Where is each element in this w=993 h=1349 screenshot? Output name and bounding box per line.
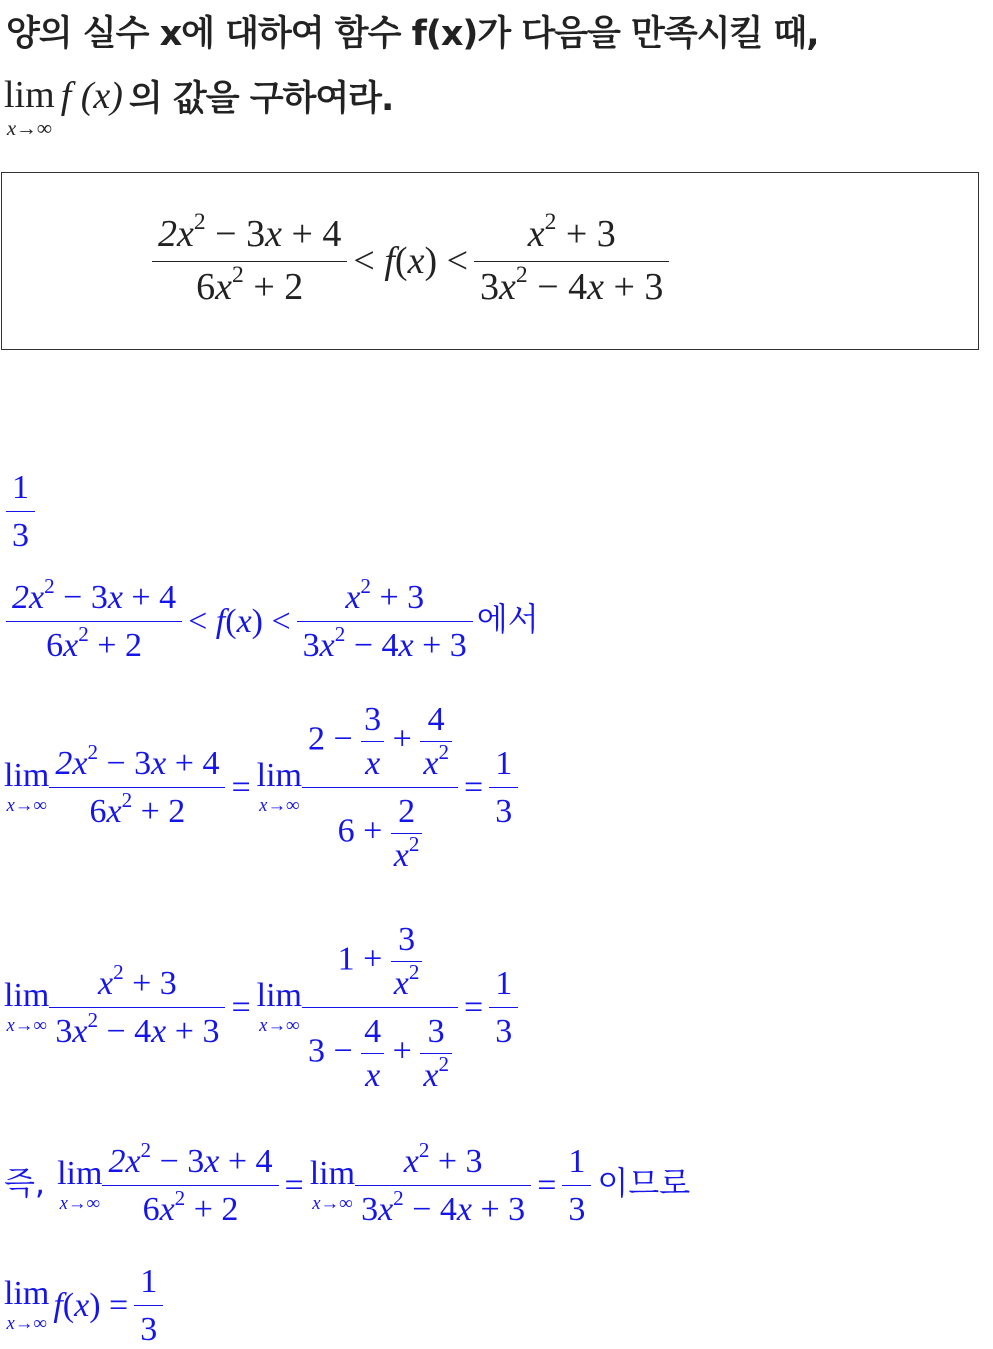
problem-line-1-text: 양의 실수 x에 대하여 함수 f(x)가 다음을 만족시킬 때, <box>6 14 819 54</box>
step-4-prefix: 즉, <box>4 1163 46 1202</box>
boxed-left-fraction: $\frac{2x^2 - 3x + 4}{6x^2 + 2}$ <box>152 213 347 309</box>
step-4-suffix: 이므로 <box>597 1163 691 1202</box>
solution-step-4: 즉, lim x→∞ $\frac{2x^2 - 3x + 4}{6x^2 + 2}$ = lim x→∞ $\frac{x^2 + 3}{3x^2 - 4x + 3}$ = $\frac{1}{3}$ 이므로 <box>4 1137 691 1229</box>
problem-line-2-text: 의 값을 구하여라. <box>128 79 394 120</box>
problem-line-1 <box>6 6 819 56</box>
solution-step-2: lim x→∞ $\frac{2x^2 - 3x + 4}{6x^2 + 2}$ = lim x→∞ 2 − $\frac{3}{x}$ + $\frac{4}{x^2}$ 6 + $\frac{2}{x^2}$ = $\frac{1}{3}$ <box>4 700 518 875</box>
boxed-right-fraction: $\frac{x^2 + 3}{3x^2 - 4x + 3}$ <box>474 213 669 309</box>
problem-line-2 <box>4 76 393 139</box>
step-1-suffix: 에서 <box>476 599 539 638</box>
solution-step-3: lim x→∞ $\frac{x^2 + 3}{3x^2 - 4x + 3}$ = lim x→∞ 1 + $\frac{3}{x^2}$ 3 − $\frac{4}{x}$ + $\frac{3}{x^2}$ = $\frac{1}{3}$ <box>4 920 518 1095</box>
condition-box <box>1 172 979 350</box>
boxed-inequality: $\frac{2x^2 - 3x + 4}{6x^2 + 2}$ < f(x) < $\frac{x^2 + 3}{3x^2 - 4x + 3}$ <box>152 213 669 309</box>
solution-step-1: $\frac{2x^2 - 3x + 4}{6x^2 + 2}$ < f(x) < $\frac{x^2 + 3}{3x^2 - 4x + 3}$ 에서 <box>6 578 539 665</box>
problem-target-fx: f (x) <box>60 75 123 118</box>
answer-fraction: $\frac{1}{3}$ <box>6 468 35 555</box>
solution-step-5: lim x→∞ f(x) = $\frac{1}{3}$ <box>4 1262 163 1349</box>
problem-limit: lim x→∞ <box>4 74 55 140</box>
